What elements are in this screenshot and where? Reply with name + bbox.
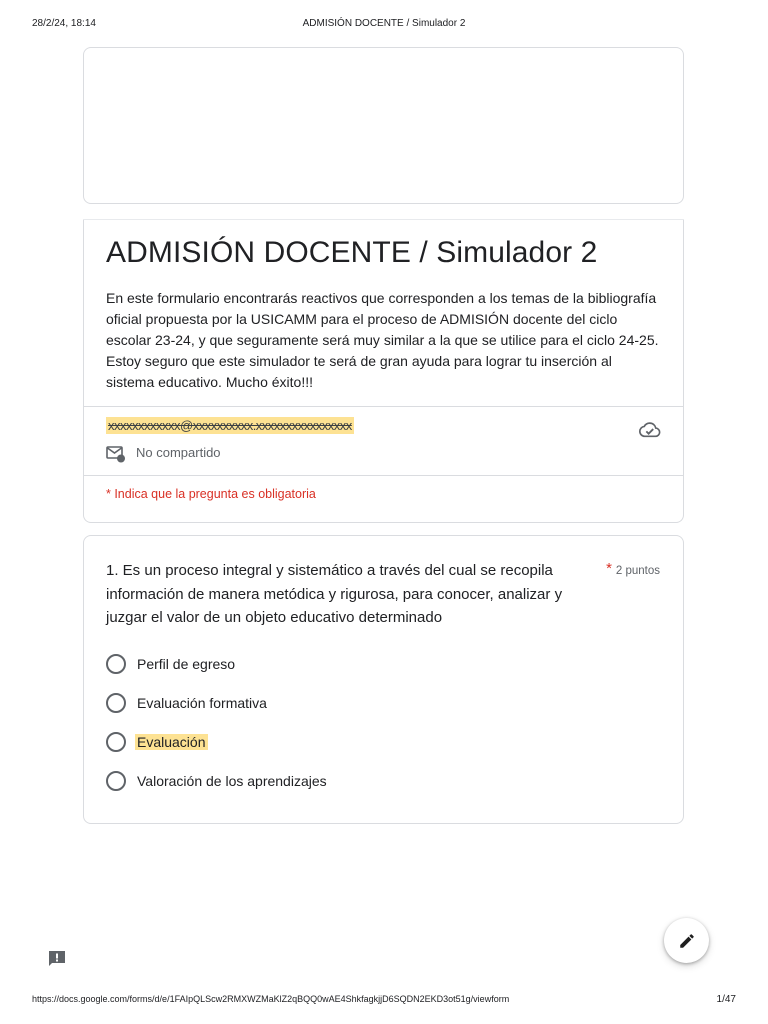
edit-button[interactable] (664, 918, 709, 963)
print-doc-title: ADMISIÓN DOCENTE / Simulador 2 (302, 18, 466, 29)
not-shared-label: No compartido (136, 445, 221, 460)
question-text: 1. Es un proceso integral y sistemático a través del cual se recopila información de manera metódica y rigurosa, para conocer, analizar y juzgar el valor de un objeto educativo determinado (106, 562, 563, 626)
option-valoracion-de-los-aprendizajes[interactable] (106, 769, 327, 793)
question-card (83, 535, 684, 824)
print-footer (0, 994, 768, 1008)
mail-shared-icon (106, 445, 126, 463)
option-label: Perfil de egreso (137, 656, 236, 672)
cloud-check-icon (639, 419, 661, 441)
option-perfil-de-egreso[interactable] (106, 652, 235, 676)
option-label: Valoración de los aprendizajes (137, 773, 327, 789)
form-title: ADMISIÓN DOCENTE / Simulador 2 (106, 236, 598, 269)
print-url: https://docs.google.com/forms/d/e/1FAIpQLScw2RMXWZMaKlZ2qBQQ0wAE4ShkfagkjjD6SQDN2EKD3ot51g/viewform (32, 994, 510, 1004)
question-points: 2 puntos (615, 565, 660, 577)
print-header (0, 18, 768, 32)
feedback-icon[interactable] (47, 949, 67, 969)
header-banner (83, 47, 684, 204)
required-note: * Indica que la pregunta es obligatoria (106, 487, 316, 501)
account-email: xxxxxxxxxxxx@xxxxxxxxxx.xxxxxxxxxxxxxxxx (108, 418, 352, 433)
divider (84, 406, 683, 407)
radio-button[interactable] (106, 732, 126, 752)
radio-button[interactable] (106, 654, 126, 674)
form-description: En este formulario encontrarás reactivos que corresponden a los temas de la bibliografía oficial propuesta por la USICAMM para el proceso de ADMISIÓN docente del ciclo escolar 23-24, y que seguramente será muy similar a la que se utilice para el ciclo 24-25. Estoy seguro que este simulador te será de gran ayuda para lograr tu inserción al sistema educativo. Mucho éxito!!! (106, 290, 659, 390)
divider (84, 475, 683, 476)
form-title-card (83, 219, 684, 523)
option-label: Evaluación (137, 734, 206, 750)
option-label: Evaluación formativa (137, 695, 267, 711)
option-evaluacion-formativa[interactable] (106, 691, 267, 715)
radio-button[interactable] (106, 771, 126, 791)
required-marker: * (606, 560, 612, 577)
option-evaluacion[interactable] (106, 730, 208, 754)
print-datetime: 28/2/24, 18:14 (32, 18, 96, 29)
radio-button[interactable] (106, 693, 126, 713)
page-number: 1/47 (716, 994, 736, 1005)
pencil-icon (678, 932, 696, 950)
